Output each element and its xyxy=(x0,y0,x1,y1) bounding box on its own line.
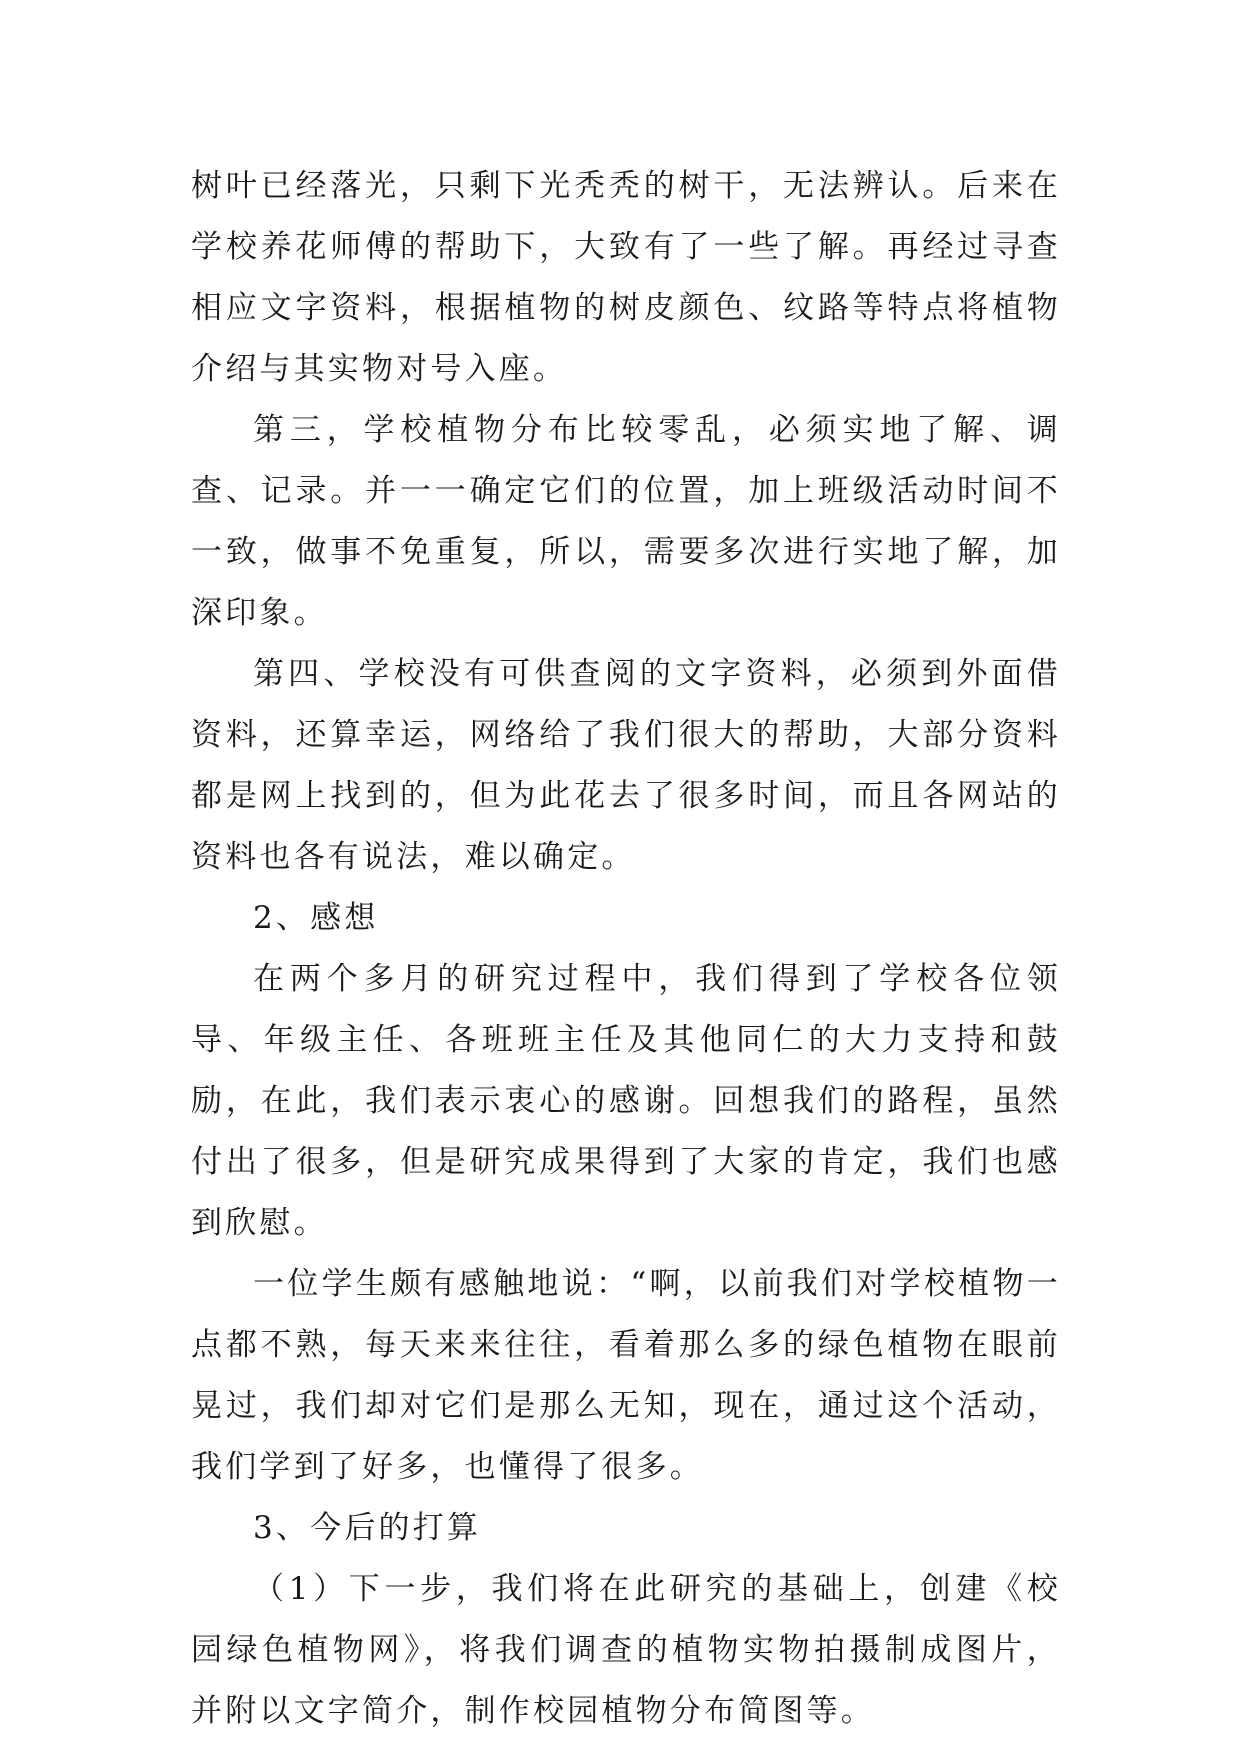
document-body xyxy=(191,156,1061,1742)
paragraph-plant-identification: 树叶已经落光，只剩下光秃秃的树干，无法辨认。后来在学校养花师傅的帮助下，大致有了一些了解。再经过寻查相应文字资料，根据植物的树皮颜色、纹路等特点将植物介绍与其实物对号入座。 xyxy=(191,168,1061,387)
paragraph-third-point: 第三，学校植物分布比较零乱，必须实地了解、调查、记录。并一一确定它们的位置，加上班级活动时间不一致，做事不免重复，所以，需要多次进行实地了解，加深印象。 xyxy=(191,412,1061,631)
paragraph-student-quote: 一位学生颇有感触地说：“啊，以前我们对学校植物一点都不熟，每天来来往往，看着那么多的绿色植物在眼前晃过，我们却对它们是那么无知，现在，通过这个活动，我们学到了好多，也懂得了很多。 xyxy=(191,1266,1061,1485)
paragraph-future-plan-1: （1）下一步，我们将在此研究的基础上，创建《校园绿色植物网》，将我们调查的植物实物拍摄制成图片，并附以文字简介，制作校园植物分布简图等。 xyxy=(191,1571,1061,1729)
heading-future-plans: 3、今后的打算 xyxy=(253,1510,482,1546)
heading-reflections: 2、感想 xyxy=(253,900,379,936)
paragraph-fourth-point: 第四、学校没有可供查阅的文字资料，必须到外面借资料，还算幸运，网络给了我们很大的帮助，大部分资料都是网上找到的，但为此花去了很多时间，而且各网站的资料也各有说法，难以确定。 xyxy=(191,656,1061,875)
paragraph-reflections: 在两个多月的研究过程中，我们得到了学校各位领导、年级主任、各班班主任及其他同仁的大力支持和鼓励，在此，我们表示衷心的感谢。回想我们的路程，虽然付出了很多，但是研究成果得到了大家的肯定，我们也感到欣慰。 xyxy=(191,961,1061,1241)
